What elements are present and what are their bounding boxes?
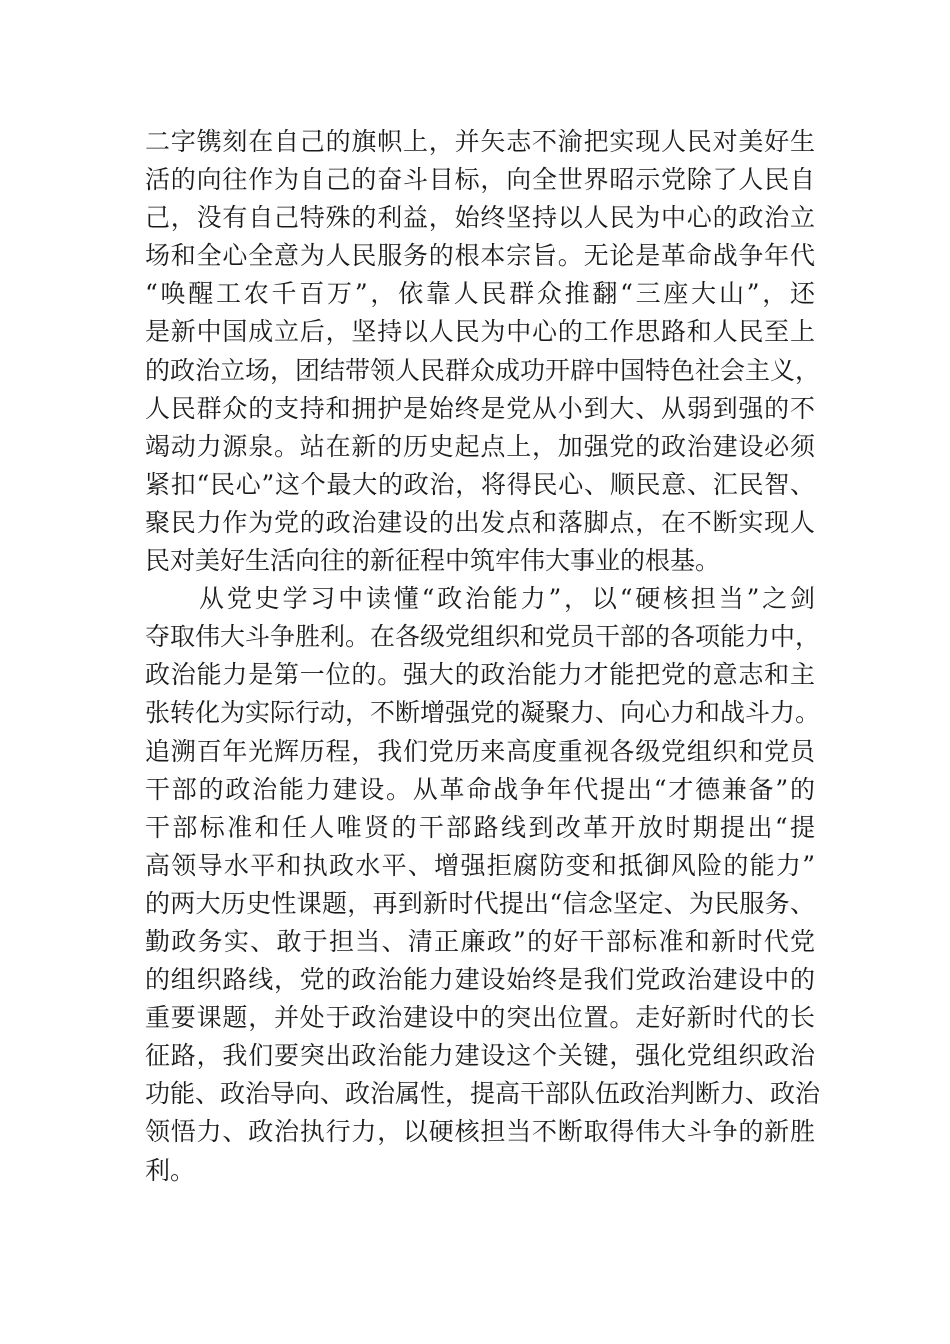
text-line: 人民群众的支持和拥护是始终是党从小到大、从弱到强的不 — [145, 393, 815, 423]
text-line: 张转化为实际行动，不断增强党的凝聚力、向心力和战斗力。 — [145, 698, 821, 728]
text-line: 的两大历史性课题，再到新时代提出“信念坚定、为民服务、 — [145, 888, 815, 918]
text-line: 追溯百年光辉历程，我们党历来高度重视各级党组织和党员 — [145, 736, 815, 766]
text-line: 活的向往作为自己的奋斗目标，向全世界昭示党除了人民自 — [145, 165, 815, 195]
text-line: 二字镌刻在自己的旗帜上，并矢志不渝把实现人民对美好生 — [145, 127, 815, 156]
text-line: 征路，我们要突出政治能力建设这个关键，强化党组织政治 — [145, 1041, 815, 1071]
paragraph-first-line: 从党史学习中读懂“政治能力”，以“硬核担当”之剑 — [199, 584, 815, 614]
text-line: 的组织路线，党的政治能力建设始终是我们党政治建设中的 — [145, 965, 815, 995]
text-line: 利。 — [145, 1155, 196, 1185]
text-line: 夺取伟大斗争胜利。在各级党组织和党员干部的各项能力中， — [145, 622, 821, 652]
text-line: 重要课题，并处于政治建设中的突出位置。走好新时代的长 — [145, 1003, 815, 1033]
text-line: 勤政务实、敢于担当、清正廉政”的好干部标准和新时代党 — [145, 926, 815, 956]
body-text — [145, 123, 821, 1190]
text-line: 紧扣“民心”这个最大的政治，将得民心、顺民意、汇民智、 — [145, 469, 815, 499]
text-line: 是新中国成立后，坚持以人民为中心的工作思路和人民至上 — [145, 317, 815, 347]
text-line: 聚民力作为党的政治建设的出发点和落脚点，在不断实现人 — [145, 507, 815, 537]
text-line: 的政治立场，团结带领人民群众成功开辟中国特色社会主义， — [145, 355, 821, 385]
text-line: 己，没有自己特殊的利益，始终坚持以人民为中心的政治立 — [145, 203, 815, 233]
text-line: 领悟力、政治执行力，以硬核担当不断取得伟大斗争的新胜 — [145, 1117, 815, 1147]
text-line: 竭动力源泉。站在新的历史起点上，加强党的政治建设必须 — [145, 431, 815, 461]
text-line: 干部标准和任人唯贤的干部路线到改革开放时期提出“提 — [145, 812, 815, 842]
text-line: 高领导水平和执政水平、增强拒腐防变和抵御风险的能力” — [145, 850, 815, 880]
text-line: 场和全心全意为人民服务的根本宗旨。无论是革命战争年代 — [145, 241, 815, 271]
text-line: 干部的政治能力建设。从革命战争年代提出“才德兼备”的 — [145, 774, 815, 804]
text-line: 功能、政治导向、政治属性，提高干部队伍政治判断力、政治 — [145, 1079, 821, 1109]
text-line: 政治能力是第一位的。强大的政治能力才能把党的意志和主 — [145, 660, 815, 690]
text-line: “唤醒工农千百万”，依靠人民群众推翻“三座大山”，还 — [145, 279, 815, 309]
text-line: 民对美好生活向往的新征程中筑牢伟大事业的根基。 — [145, 546, 721, 576]
